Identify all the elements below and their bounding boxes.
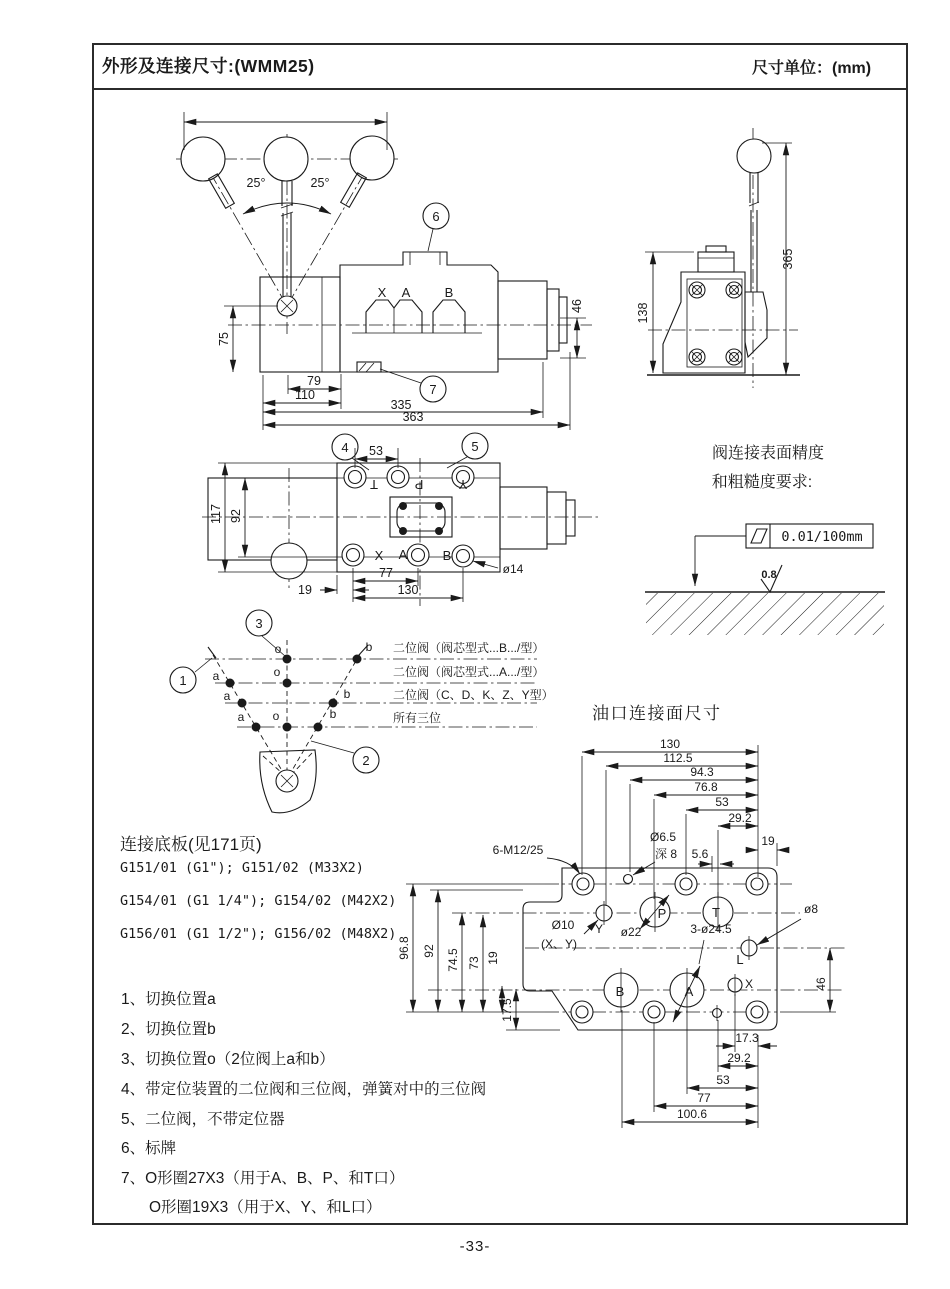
pd-pos-o: o	[273, 665, 281, 679]
tv-dim-d14: ø14	[502, 562, 524, 576]
note-item-2: 2、切换位置b	[121, 1021, 216, 1038]
pf-dim-94-3: 94.3	[690, 765, 714, 779]
note-item-1: 1、切换位置a	[121, 991, 216, 1008]
pf-label-deep8: 深 8	[654, 847, 678, 861]
tv-port-a: A	[398, 547, 408, 562]
pd-balloon-3: 3	[255, 616, 263, 631]
pf-port-p: P	[657, 906, 667, 921]
sv-dim-46: 46	[570, 299, 584, 313]
tv-balloon-4: 4	[341, 440, 349, 455]
tv-balloon-5: 5	[471, 439, 479, 454]
subplate-line: G151/01 (G1"); G151/02 (M33X2)	[120, 860, 364, 876]
pf-port-a: A	[684, 984, 694, 999]
pd-pos-b: b	[329, 707, 337, 721]
pd-pos-o: o	[272, 709, 280, 723]
side-view-drawing	[176, 112, 592, 470]
tv-port-p: P	[414, 477, 424, 492]
pf-label-6-m12: 6-M12/25	[492, 843, 544, 857]
note-item-3: 3、切换位置o（2位阀上a和b）	[121, 1051, 335, 1068]
tv-dim-130: 130	[397, 583, 419, 597]
pf-port-b: B	[615, 984, 625, 999]
pf-label-3-d24-5: 3-ø24.5	[690, 922, 732, 936]
pf-dim-17-3: 17.3	[735, 1031, 759, 1045]
roughness-value: 0.8	[761, 569, 777, 581]
pf-dim-76-8: 76.8	[694, 780, 718, 794]
tv-port-b: B	[442, 548, 452, 563]
sv-dim-79: 79	[307, 374, 321, 388]
sv-port-x: X	[377, 285, 387, 300]
pd-row-label-1: 二位阀（阀芯型式...B.../型）	[393, 641, 545, 655]
pf-port-x: X	[744, 977, 754, 991]
sv-angle-left: 25°	[246, 176, 266, 190]
pd-row-label-4: 所有三位	[393, 711, 442, 725]
pf-dim-92: 92	[422, 944, 436, 958]
pf-dim-74-5: 74.5	[446, 948, 460, 972]
unit-label: 尺寸单位：(mm)	[752, 60, 872, 77]
positions-diagram	[170, 610, 554, 813]
pf-dim-112-5: 112.5	[663, 751, 693, 765]
sv-dim-335: 335	[390, 398, 412, 412]
pf-port-l: L	[736, 952, 744, 967]
pf-dim-130: 130	[659, 737, 681, 751]
note-item-4: 4、带定位装置的二位阀和三位阀，弹簧对中的三位阀	[121, 1081, 487, 1098]
pf-dim-17-5: 17.5	[500, 998, 514, 1022]
ev-dim-365: 365	[781, 248, 795, 270]
subplate-line: G156/01 (G1 1/2"); G156/02 (M48X2)	[120, 926, 397, 942]
top-view-drawing	[202, 444, 598, 606]
pd-pos-a: a	[237, 710, 245, 724]
note-item-6: 6、标牌	[121, 1140, 177, 1157]
tv-dim-53: 53	[369, 444, 383, 458]
end-view-drawing	[636, 128, 800, 388]
sv-balloon-7: 7	[429, 382, 437, 397]
pd-pos-b: b	[365, 640, 373, 654]
pf-label-xy: (X、Y)	[540, 937, 578, 951]
pf-label-d10: Ø10	[551, 918, 575, 932]
pd-pos-b: b	[343, 687, 351, 701]
pf-dim-29-2-bot: 29.2	[727, 1051, 751, 1065]
sv-dim-110: 110	[295, 388, 315, 402]
pd-row-label-3: 二位阀（C、D、K、Z、Y型）	[393, 688, 554, 702]
hatched-surface	[646, 593, 884, 635]
pf-dim-19-top: 19	[761, 834, 775, 848]
pd-balloon-2: 2	[362, 753, 370, 768]
pd-balloon-1: 1	[179, 673, 187, 688]
sv-port-a: A	[401, 285, 411, 300]
pf-dim-53-top: 53	[715, 795, 729, 809]
pd-pos-a: a	[212, 669, 220, 683]
pf-dim-46: 46	[814, 977, 828, 991]
page-title: 外形及连接尺寸:(WMM25)	[102, 56, 315, 76]
flatness-value: 0.01/100mm	[781, 529, 863, 545]
tv-dim-19: 19	[298, 583, 312, 597]
sv-port-b: B	[444, 285, 454, 300]
surface-spec-line2: 和粗糙度要求:	[711, 474, 813, 491]
sv-balloon-6: 6	[432, 209, 440, 224]
note-item-7b: O形圈19X3（用于X、Y、和L口）	[149, 1199, 382, 1216]
pf-dim-29-2-top: 29.2	[728, 811, 752, 825]
surface-spec-diagram	[645, 443, 885, 635]
pf-dim-73: 73	[467, 956, 481, 970]
pf-dim-53-bot: 53	[716, 1073, 730, 1087]
note-item-5: 5、二位阀，不带定位器	[121, 1111, 285, 1128]
subplate-line: G154/01 (G1 1/4"); G154/02 (M42X2)	[120, 893, 397, 909]
pf-label-d22: ø22	[620, 925, 642, 939]
pf-label-d8: ø8	[803, 902, 819, 916]
surface-spec-line1: 阀连接表面精度	[711, 445, 825, 462]
ev-dim-138: 138	[636, 302, 650, 324]
pd-pos-o: o	[274, 642, 282, 656]
pf-dim-100-6: 100.6	[676, 1107, 708, 1121]
pf-dim-5-6: 5.6	[691, 847, 709, 861]
pf-dim-77: 77	[697, 1091, 711, 1105]
pf-dim-19-left: 19	[486, 951, 500, 965]
pf-dim-96-8: 96.8	[397, 936, 411, 960]
sv-dim-363: 363	[402, 410, 424, 424]
sv-dim-75: 75	[217, 332, 231, 346]
pd-row-label-2: 二位阀（阀芯型式...A.../型）	[393, 665, 545, 679]
port-face-drawing	[397, 737, 845, 1128]
tv-port-y: Y	[458, 477, 468, 492]
sv-angle-right: 25°	[310, 176, 330, 190]
tv-dim-77: 77	[379, 566, 393, 580]
pf-port-t: T	[712, 905, 720, 920]
subplate-title: 连接底板(见171页)	[120, 835, 262, 854]
tv-port-t: T	[370, 477, 378, 492]
note-item-7: 7、O形圈27X3（用于A、B、P、和T口）	[121, 1170, 405, 1187]
tv-port-x: X	[374, 548, 384, 563]
tv-dim-117: 117	[209, 504, 223, 524]
page-number: -33-	[459, 1238, 491, 1255]
pf-port-y: Y	[594, 922, 604, 936]
tv-dim-92: 92	[229, 509, 243, 523]
pf-label-d6-5: Ø6.5	[649, 830, 677, 844]
port-face-title: 油口连接面尺寸	[592, 704, 722, 723]
pd-pos-a: a	[223, 689, 231, 703]
